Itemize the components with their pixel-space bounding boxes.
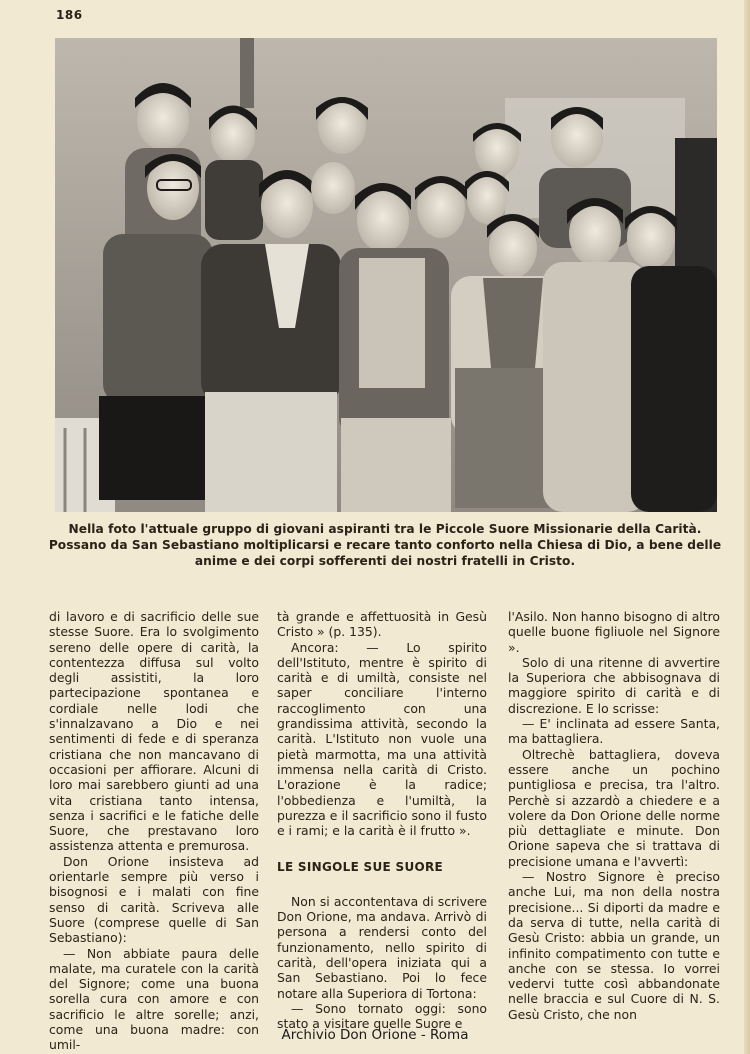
column3-paragraph-5: — Nostro Signore è preciso anche Lui, ma non della nostra precisione... Si diporti da madre e da serva di tutte, nella carità di Gesù Cristo: abbia un grande, un infinito compatimento con tutte e anche con se stessa. Io vorrei vedervi tutte così abbandonate nelle braccia e sul Cuore di N. S. Gesù Cristo, che non <box>508 869 720 1022</box>
column2-paragraph-1: tà grande e affettuosità in Gesù Cristo » (p. 135). <box>277 609 487 640</box>
page-edge <box>744 0 750 1054</box>
section-heading: LE SINGOLE SUE SUORE <box>277 860 444 875</box>
column1-paragraph-2: Don Orione insisteva ad orientarle sempre più verso i bisognosi e i malati con fine senso di carità. Scriveva alle Suore (comprese quelle di San Sebastiano): <box>49 853 259 946</box>
photo-caption: Nella foto l'attuale gruppo di giovani aspiranti tra le Piccole Suore Missionarie della Carità. Possano da San Sebastiano moltiplicarsi e recare tanto conforto nella Chiesa di Dio, a bene delle anime e dei corpi sofferenti dei nostri fratelli in Cristo. <box>48 522 722 568</box>
group-photo-image <box>55 38 717 512</box>
text-column-3 <box>508 609 720 1022</box>
column3-paragraph-1: l'Asilo. Non hanno bisogno di altro quelle buone figliuole nel Signore ». <box>508 609 720 655</box>
column2-paragraph-3: Non si accontentava di scrivere Don Orione, ma andava. Arrivò di persona a rendersi conto del funzionamento, nello spirito di carità, dell'opera iniziata qui a San Sebastiano. Poi lo fece notare alla Superiora di Tortona: <box>277 893 487 1001</box>
column1-paragraph-3: — Non abbiate paura delle malate, ma curatele con la carità del Signore; come una buona sorella cura con amore e con sacrificio le altre sorelle; anzi, come una buona madre: con umil- <box>49 945 259 1053</box>
column1-paragraph-1: di lavoro e di sacrificio delle sue stesse Suore. Era lo svolgimento sereno delle opere di carità, la contentezza diffusa sul volto degli assistiti, la loro partecipazione spontanea e cordiale nelle lodi che s'innalzavano a Dio e nei sentimenti di fede e di speranza cristiana che non mancavano di occasioni per affiorare. Alcuni di loro mai sarebbero giunti ad una vita cristiana tanto intensa, senza i sacrifici e le fatiche delle Suore, che prestavano loro assistenza attenta e premurosa. <box>49 609 259 854</box>
text-column-1 <box>49 609 259 1053</box>
group-photo <box>55 38 717 512</box>
column2-paragraph-2: Ancora: — Lo spirito dell'Istituto, mentre è spirito di carità e di umiltà, consiste nel saper conciliare l'interno raccoglimento con una grandissima attività, secondo la carità. L'Istituto non vuole una pietà marmotta, ma una attività immensa nella carità di Cristo. L'orazione è la radice; l'obbedienza e l'umiltà, la purezza e il sacrificio sono il fusto e i rami; e la carità è il frutto ». <box>277 639 487 839</box>
archive-footer: Archivio Don Orione - Roma <box>281 1027 469 1043</box>
page-number: 186 <box>56 8 83 22</box>
column3-paragraph-4: Oltrechè battagliera, doveva essere anche un pochino puntigliosa e precisa, tra l'altro. Perchè si azzardò a chiedere e a volere da Don Orione delle norme più dettagliate e minute. Don Orione sapeva che si trattava di precisione umana e l'avvertì: <box>508 746 720 869</box>
column3-paragraph-3: — E' inclinata ad essere Santa, ma battagliera. <box>508 716 720 747</box>
text-column-2 <box>277 609 487 1031</box>
column2-paragraph-4: — Sono tornato oggi: sono stato a visitare quelle Suore e <box>277 1000 487 1032</box>
column3-paragraph-2: Solo di una ritenne di avvertire la Superiora che abbisognava di maggiore spirito di carità e di discrezione. E lo scrisse: <box>508 654 720 716</box>
